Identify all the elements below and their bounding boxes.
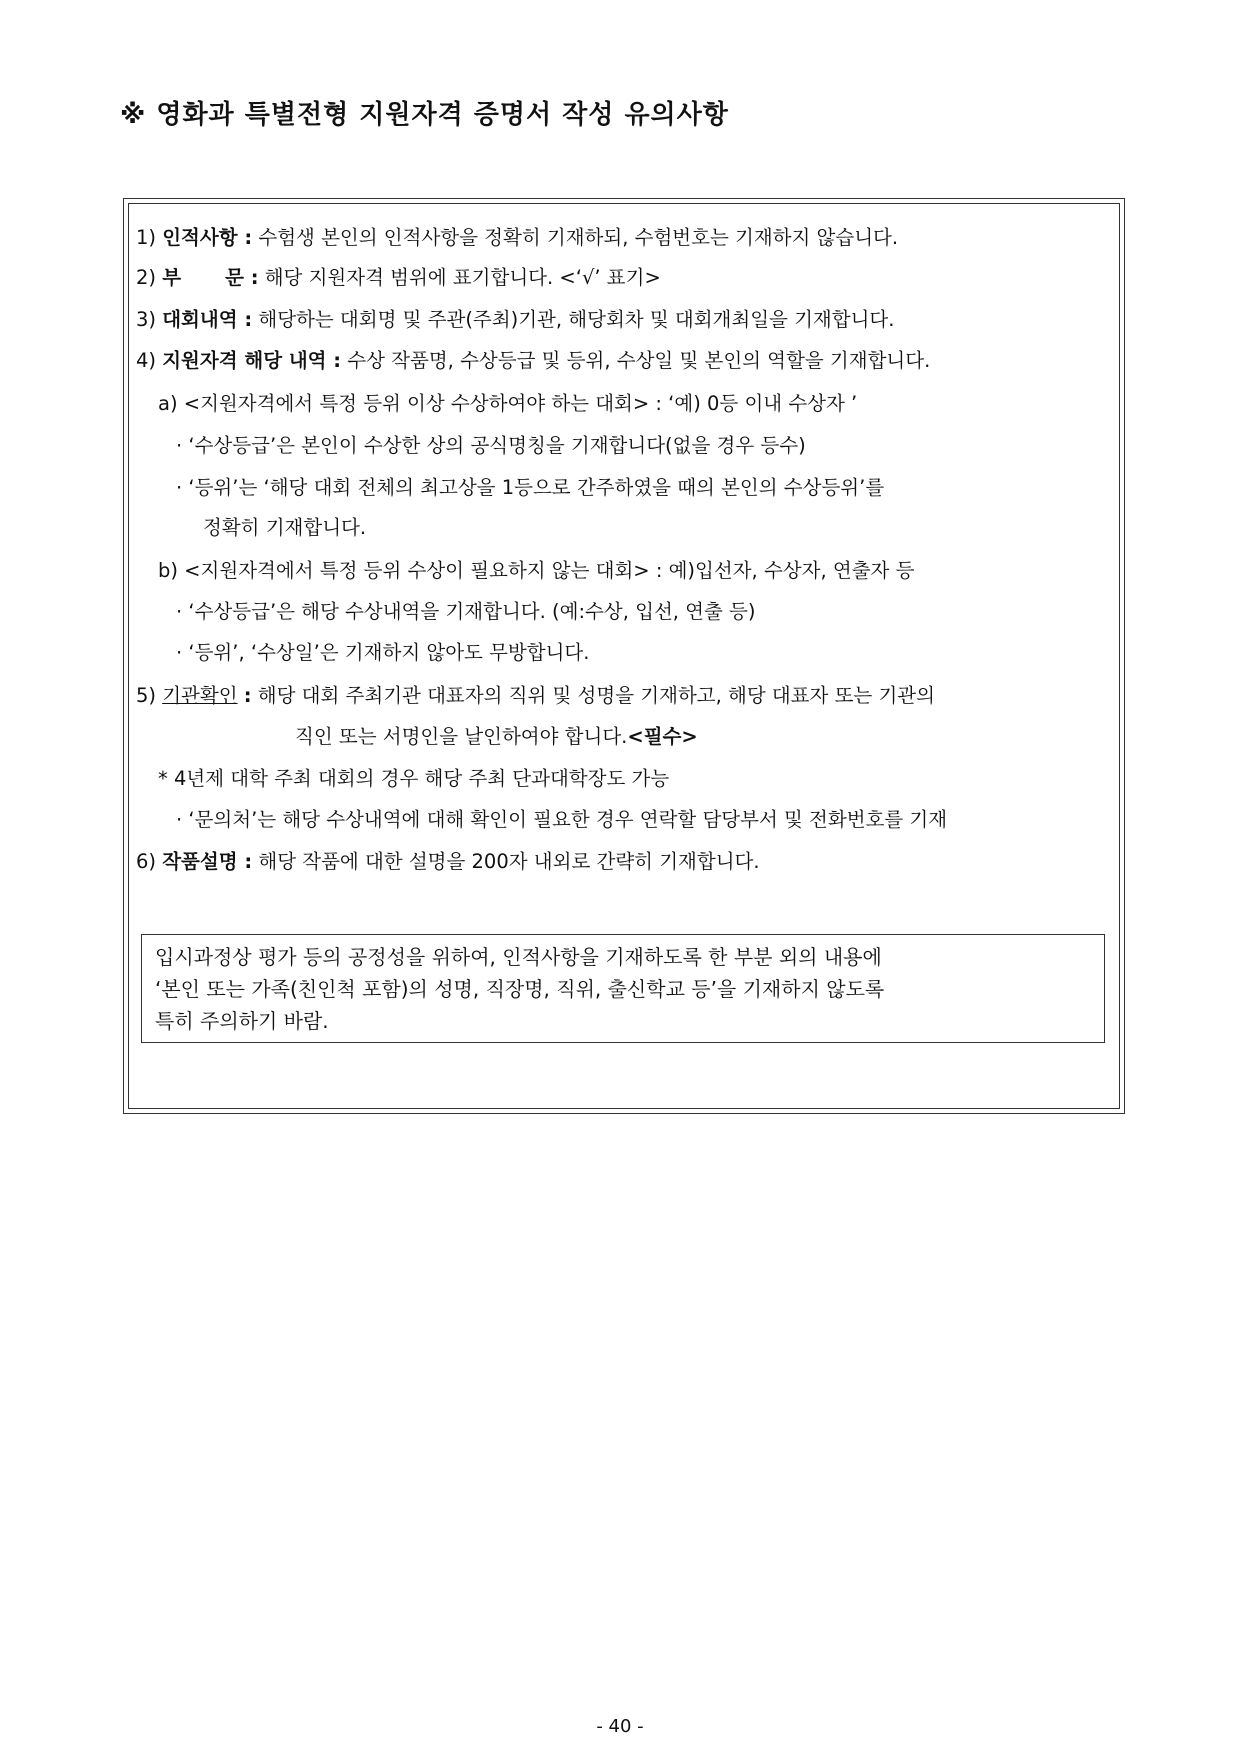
note-four-year-university: * 4년제 대학 주최 대회의 경우 해당 주최 단과대학장도 가능 [158, 767, 670, 790]
item-5-text: 해당 대회 주최기관 대표자의 직위 및 성명을 기재하고, 해당 대표자 또는 기관의 [257, 684, 935, 707]
page-number: - 40 - [596, 1716, 644, 1737]
item-6-label: 작품설명 : [162, 850, 253, 873]
item-3-number: 3) [136, 308, 157, 331]
caution-notice-box [141, 934, 1105, 1043]
item-5-number: 5) [136, 684, 157, 707]
item-1 [136, 228, 898, 248]
subitem-b-bullet-2: · ‘등위’, ‘수상일’은 기재하지 않아도 무방합니다. [176, 641, 590, 664]
item-4 [136, 351, 930, 371]
caution-line-2: ‘본인 또는 가족(친인척 포함)의 성명, 직장명, 직위, 출신학교 등’을 기재하지 않도록 [155, 977, 885, 1001]
item-1-label: 인적사항 : [162, 226, 253, 249]
subitem-a-bullet-2-cont: 정확히 기재합니다. [203, 516, 367, 539]
item-2 [136, 268, 661, 288]
item-3 [136, 310, 894, 330]
item-3-label: 대회내역 : [162, 308, 253, 331]
item-5-text-2: 직인 또는 서명인을 날인하여야 합니다. [295, 725, 628, 748]
subitem-a-bullet-1: · ‘수상등급’은 본인이 수상한 상의 공식명칭을 기재합니다(없을 경우 등수) [176, 434, 806, 457]
item-6-number: 6) [136, 850, 157, 873]
note-contact: · ‘문의처’는 해당 수상내역에 대해 확인이 필요한 경우 연락할 담당부서 및 전화번호를 기재 [176, 808, 948, 831]
item-2-label-b: 문 : [225, 266, 259, 289]
item-5 [136, 686, 935, 706]
item-1-text: 수험생 본인의 인적사항을 정확히 기재하되, 수험번호는 기재하지 않습니다. [258, 226, 899, 249]
item-5-cont [295, 727, 698, 747]
item-5-required: <필수> [627, 725, 698, 748]
subitem-b-bullet-1: · ‘수상등급’은 해당 수상내역을 기재합니다. (예:수상, 입선, 연출 등) [176, 600, 756, 623]
item-5-colon: : [243, 684, 252, 707]
item-4-text: 수상 작품명, 수상등급 및 등위, 수상일 및 본인의 역할을 기재합니다. [347, 349, 931, 372]
subitem-a-heading: a) <지원자격에서 특정 등위 이상 수상하여야 하는 대회> : ‘예) 0등 이내 수상자 ’ [158, 392, 858, 415]
caution-line-1: 입시과정상 평가 등의 공정성을 위하여, 인적사항을 기재하도록 한 부분 외의 내용에 [155, 945, 882, 969]
item-6-text: 해당 작품에 대한 설명을 200자 내외로 간략히 기재합니다. [258, 850, 760, 873]
subitem-b-heading: b) <지원자격에서 특정 등위 수상이 필요하지 않는 대회> : 예)입선자, 수상자, 연출자 등 [158, 559, 915, 582]
caution-line-3: 특히 주의하기 바람. [155, 1009, 329, 1033]
subitem-a-bullet-2: · ‘등위’는 ‘해당 대회 전체의 최고상을 1등으로 간주하였을 때의 본인의 수상등위’를 [176, 476, 885, 499]
item-2-text: 해당 지원자격 범위에 표기합니다. <‘√’ 표기> [264, 266, 661, 289]
item-2-label-a: 부 [162, 266, 182, 289]
item-4-label: 지원자격 해당 내역 : [162, 349, 342, 372]
item-6 [136, 852, 760, 872]
page-title: ※ 영화과 특별전형 지원자격 증명서 작성 유의사항 [120, 100, 729, 130]
item-4-number: 4) [136, 349, 157, 372]
item-5-label: 기관확인 [162, 684, 238, 707]
item-1-number: 1) [136, 226, 157, 249]
item-2-number: 2) [136, 266, 157, 289]
item-3-text: 해당하는 대회명 및 주관(주최)기관, 해당회차 및 대회개최일을 기재합니다. [258, 308, 895, 331]
